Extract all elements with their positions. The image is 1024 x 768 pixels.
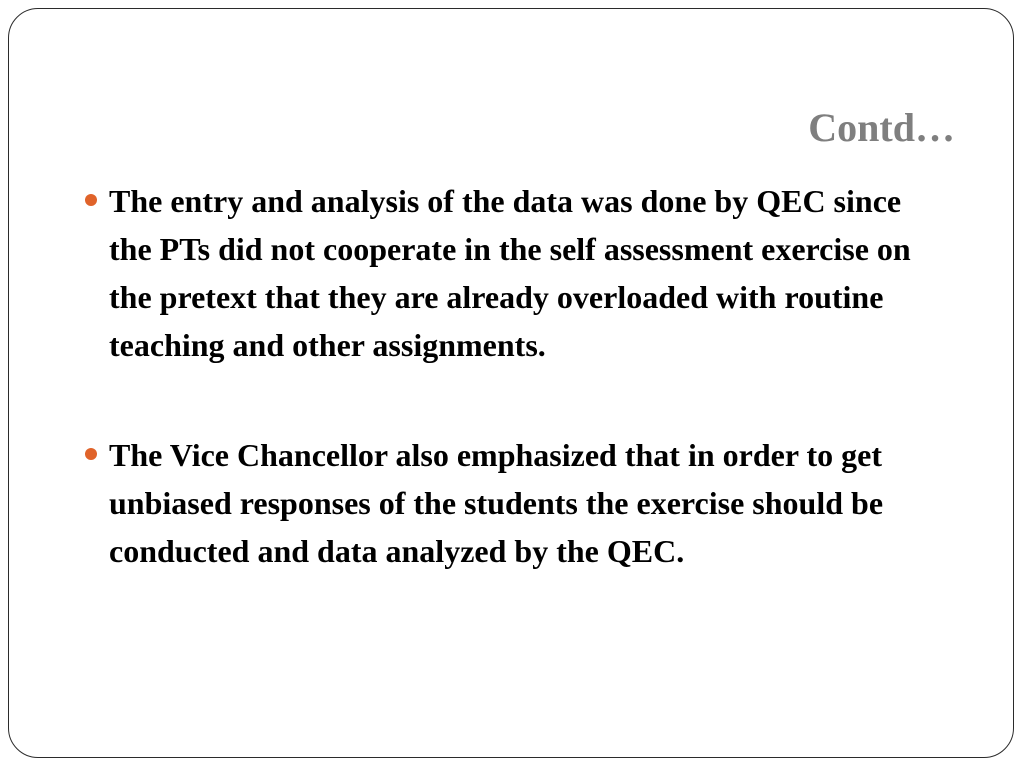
bullet-list (85, 177, 935, 575)
slide-title: Contd… (808, 105, 955, 150)
bullet-text: The entry and analysis of the data was done by QEC since the PTs did not cooperate in the self assessment exercise on the pretext that they are already overloaded with routine teaching and other assignments. (109, 183, 911, 363)
bullet-text: The Vice Chancellor also emphasized that in order to get unbiased responses of the students the exercise should be conducted and data analyzed by the QEC. (109, 437, 884, 569)
slide-frame (8, 8, 1014, 758)
bullet-dot-icon (85, 448, 97, 460)
bullet-item (85, 177, 935, 369)
bullet-dot-icon (85, 194, 97, 206)
bullet-item (85, 431, 935, 575)
